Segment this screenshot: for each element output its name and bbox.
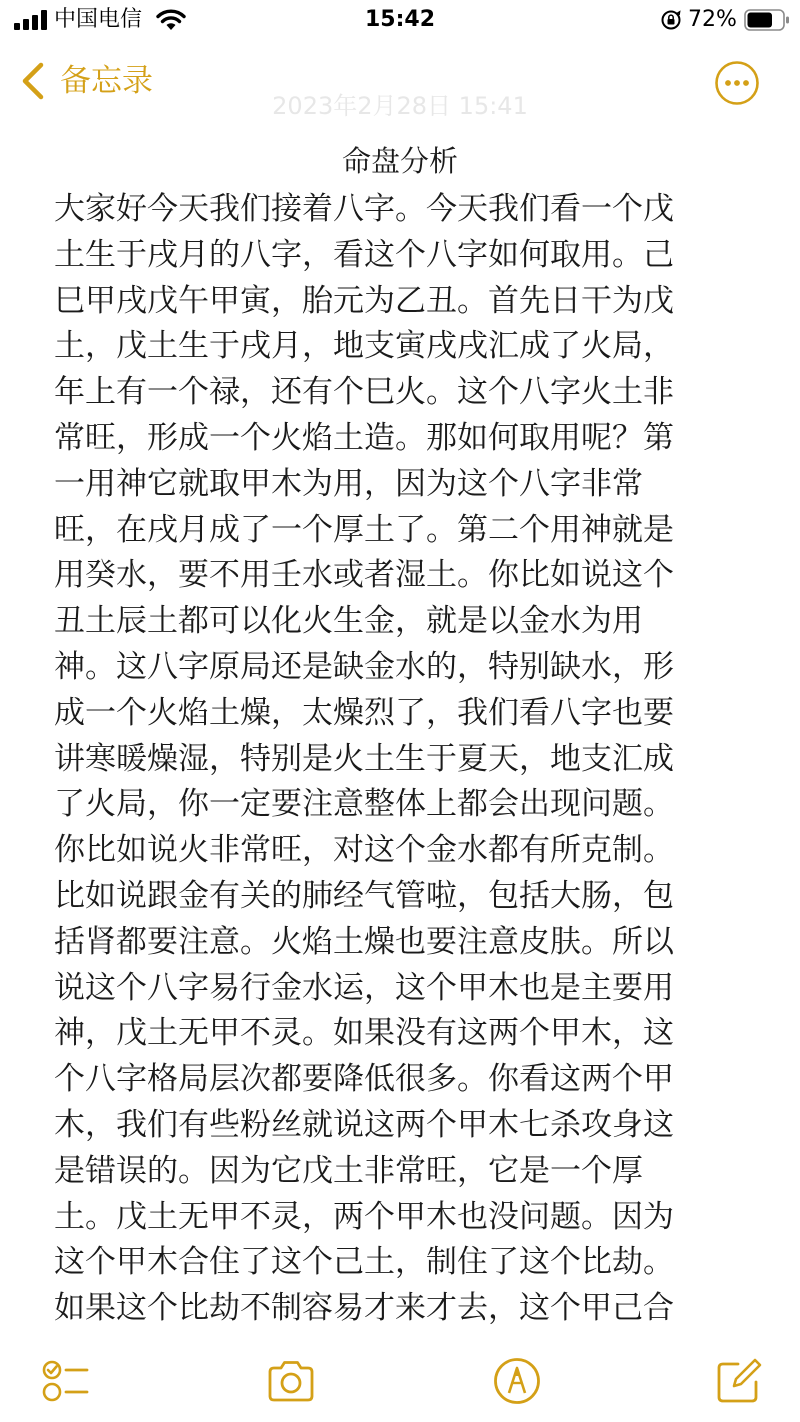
note-line: 神，戊土无甲不灵。如果没有这两个甲木，这	[54, 1015, 674, 1052]
battery-percent: 72%	[688, 7, 737, 32]
note-line: 一用神它就取甲木为用，因为这个八字非常	[54, 465, 643, 502]
note-line: 常旺，形成一个火焰土造。那如何取用呢？第	[54, 419, 674, 456]
note-line: 括肾都要注意。火焰土燥也要注意皮肤。所以	[54, 923, 674, 960]
note-line: 土，戊土生于戌月，地支寅戌戌汇成了火局，	[54, 328, 674, 365]
status-bar	[0, 0, 800, 42]
note-line: 个八字格局层次都要降低很多。你看这两个甲	[54, 1061, 674, 1098]
note-line: 是错误的。因为它戊土非常旺，它是一个厚	[54, 1152, 643, 1189]
battery-icon	[744, 9, 790, 31]
orientation-lock-icon	[660, 9, 682, 31]
note-line: 年上有一个禄，还有个巳火。这个八字火土非	[54, 374, 674, 411]
note-line: 大家好今天我们接着八字。今天我们看一个戊	[54, 191, 674, 227]
note-line: 你比如说火非常旺，对这个金水都有所克制。	[54, 832, 674, 869]
compose-icon[interactable]	[714, 1356, 764, 1406]
markup-icon[interactable]	[492, 1356, 542, 1406]
note-line: 土生于戌月的八字，看这个八字如何取用。己	[54, 236, 674, 273]
carrier-label: 中国电信	[54, 7, 143, 32]
note-line: 木，我们有些粉丝就说这两个甲木七杀攻身这	[54, 1106, 674, 1143]
note-title[interactable]: 命盘分析	[341, 144, 458, 178]
note-line: 比如说跟金有关的肺经气管啦，包括大肠，包	[54, 877, 674, 914]
note-line: 说这个八字易行金水运，这个甲木也是主要用	[54, 969, 674, 1006]
note-line: 成一个火焰土燥，太燥烈了，我们看八字也要	[54, 694, 674, 731]
back-label: 备忘录	[60, 63, 153, 99]
note-line: 用癸水，要不用壬水或者湿土。你比如说这个	[54, 557, 674, 594]
bottom-toolbar	[0, 1326, 800, 1422]
note-line: 旺，在戌月成了一个厚土了。第二个用神就是	[54, 511, 674, 548]
camera-icon[interactable]	[266, 1356, 316, 1406]
note-line: 丑土辰土都可以化火生金，就是以金水为用	[54, 603, 643, 640]
note-line: 如果这个比劫不制容易才来才去，这个甲己合	[54, 1290, 674, 1327]
note-line: 巳甲戌戊午甲寅，胎元为乙丑。首先日干为戊	[54, 282, 674, 319]
checklist-icon[interactable]	[40, 1356, 90, 1406]
clock-time: 15:42	[364, 7, 436, 32]
note-date: 2023年2月28日 15:41	[272, 92, 528, 120]
note-line: 这个甲木合住了这个己土，制住了这个比劫。	[54, 1244, 674, 1281]
note-line: 神。这八字原局还是缺金水的，特别缺水，形	[54, 648, 674, 685]
note-line: 土。戊土无甲不灵，两个甲木也没问题。因为	[54, 1198, 674, 1235]
note-line: 讲寒暖燥湿，特别是火土生于夏天，地支汇成	[54, 740, 674, 777]
note-line: 了火局，你一定要注意整体上都会出现问题。	[54, 786, 674, 823]
note-body[interactable]	[54, 187, 726, 1332]
